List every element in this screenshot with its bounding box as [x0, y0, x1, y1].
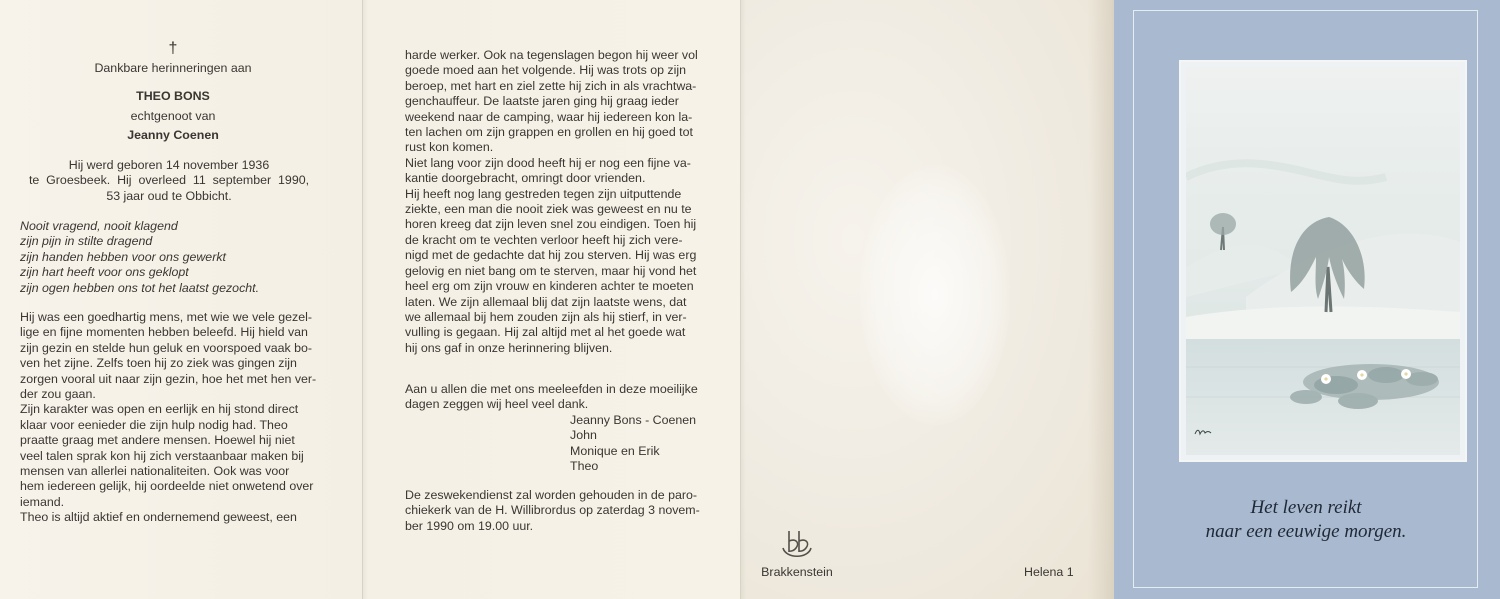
- embossed-pattern: [860, 165, 1010, 425]
- biography-text-part2: harde werker. Ook na tegenslagen begon hij weer vol goede moed aan het volgende. Hij was trots op zijn beroep, met hart en ziel zette hij zich in als vrachtwa- genchauffeur. De laatste jaren ging hij graag ieder weekend naar de camping, waar hij iedereen kon la- ten lachen om zijn grappen en grollen en hij goed tot rust kon komen. Niet lang voor zijn dood heeft hij er nog een fijne va- kantie doorgebracht, omringt door vrienden. Hij heeft nog lang gestreden tegen zijn uitputtende ziekte, een man die nooit ziek was geweest en nu te horen kreeg dat zijn leven snel zou eindigen. Toen hij de kracht om te vechten verloor heeft hij zich vere- nigd met de gedachte dat hij zou sterven. Hij was erg gelovig en niet bang om te sterven, maar hij vond het heel erg om zijn vrouw en kinderen achter te moeten laten. We zijn allemaal blij dat zijn laatste wens, dat we allemaal bij hem zouden zijn als hij stierf, in ver- vulling is gegaan. Hij zal altijd met al het goede wat hij ons gaf in onze herinnering blijven.: [405, 48, 698, 355]
- birth-death-details: Hij werd geboren 14 november 1936 te Groesbeek. Hij overleed 11 september 1990, 53 jaar oud te Obbicht.: [28, 158, 310, 203]
- winter-landscape-painting: [1186, 67, 1460, 455]
- brakkenstein-logo-icon: [780, 528, 814, 562]
- torn-edge: [1088, 0, 1112, 599]
- fold-line: [362, 0, 368, 599]
- memorial-poem: Nooit vragend, nooit klagend zijn pijn in stilte dragend zijn handen hebben voor ons gewerkt zijn hart heeft voor ons geklopt zijn ogen hebben ons tot het laatst gezocht.: [20, 219, 260, 295]
- spouse-name: Jeanny Coenen: [127, 128, 219, 142]
- cross-icon: †: [168, 40, 178, 57]
- deceased-name: THEO BONS: [136, 89, 210, 103]
- thanks-text: Aan u allen die met ons meeleefden in deze moeilijke dagen zeggen wij heel veel dank.: [405, 382, 698, 412]
- memorial-service-notice: De zeswekendienst zal worden gehouden in de paro- chiekerk van de H. Willibrordus op zaterdag 3 novem- ber 1990 om 19.00 uur.: [405, 488, 700, 533]
- family-signers: Jeanny Bons - Coenen John Monique en Erik Theo: [570, 413, 697, 474]
- biography-text-part1: Hij was een goedhartig mens, met wie we vele gezel- lige en fijne momenten hebben beleefd. Hij hield van zijn gezin en stelde hun geluk en voorspoed vaak bo- ven het zijne. Zelfs toen hij zo ziek was gingen zijn zorgen vooral uit naar zijn gezin, hoe het met hen ver- der zou gaan. Zijn karakter was open en eerlijk en hij stond direct klaar voor eenieder die zijn hulp nodig had. Theo praatte graag met andere mensen. Hoewel hij niet veel talen sprak kon hij zich verstaanbaar maken bij mensen van allerlei nationaliteiten. Ook was voor hem iedereen gelijk, hij oordeelde niet onwetend over iemand. Theo is altijd aktief en ondernemend geweest, een: [20, 310, 317, 525]
- artist-signature: [1194, 428, 1212, 436]
- front-verse: Het leven reikt naar een eeuwige morgen.: [1205, 497, 1407, 542]
- fold-line: [740, 0, 746, 599]
- card-code: Helena 1: [1024, 565, 1074, 579]
- spouse-label: echtgenoot van: [130, 109, 216, 123]
- publisher-name: Brakkenstein: [761, 565, 833, 579]
- memorial-header: Dankbare herinneringen aan: [94, 61, 252, 75]
